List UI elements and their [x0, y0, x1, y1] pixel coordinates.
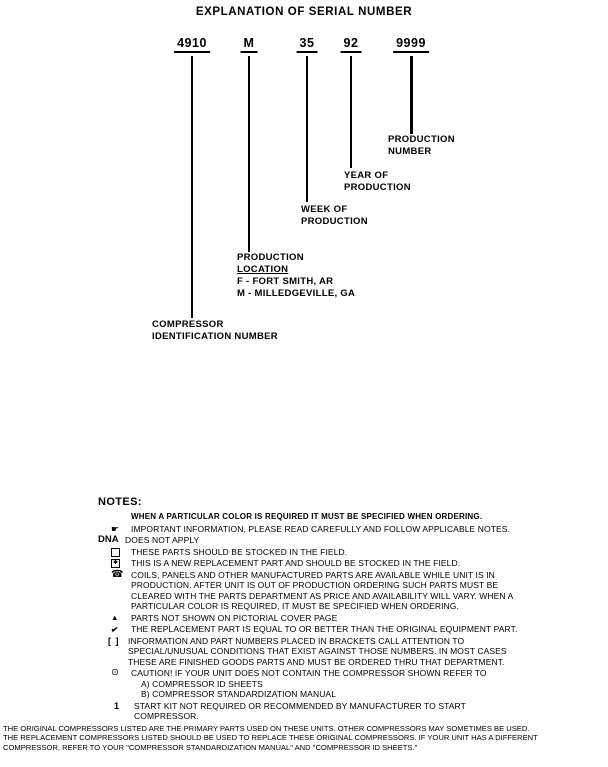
- caution-sub-item: B) COMPRESSOR STANDARDIZATION MANUAL: [141, 689, 337, 699]
- leader-line: [410, 56, 413, 134]
- note-text: COILS, PANELS AND OTHER MANUFACTURED PARTS ARE AVAILABLE WHILE UNIT IS IN PRODUCTION. AFTER UNIT IS OUT OF PRODUCTION ORDERING SUCH PARTS MUST BE CLEARED WITH THE PARTS DEPARTMENT AS PRICE AND AVAILABILITY WILL VARY. WHEN A PARTICULAR COLOR IS REQUIRED, IT MUST BE SPECIFIED WHEN ORDERING.: [131, 569, 513, 611]
- circled-dot-icon: ⊙: [111, 667, 119, 678]
- label-year-of-production: [344, 170, 411, 194]
- notes-section: [98, 496, 580, 723]
- note-text: START KIT NOT REQUIRED OR RECOMMENDED BY MANUFACTURER TO START COMPRESSOR.: [134, 700, 466, 721]
- empty-square-icon: [111, 547, 131, 558]
- label-line: PRODUCTION: [344, 182, 411, 193]
- label-line: PRODUCTION: [237, 252, 304, 263]
- footer-line: THE REPLACEMENT COMPRESSORS LISTED SHOULD BE USED TO REPLACE THESE ORIGINAL COMPRESSORS. IF YOUR UNIT HAS A DIFFERENT: [3, 733, 538, 743]
- note-start-kit: [98, 701, 580, 722]
- note-parts-not-shown: [98, 613, 580, 624]
- serial-segment-production-number: 9999: [393, 36, 429, 53]
- leader-line: [248, 56, 250, 252]
- note-text: THIS IS A NEW REPLACEMENT PART AND SHOULD BE STOCKED IN THE FIELD.: [131, 558, 461, 568]
- note-text: THESE PARTS SHOULD BE STOCKED IN THE FIELD.: [131, 546, 348, 557]
- brackets-icon: [ ]: [108, 635, 120, 646]
- footer-line: COMPRESSOR, REFER TO YOUR "COMPRESSOR STANDARDIZATION MANUAL" AND "COMPRESSOR ID SHEETS.": [3, 742, 418, 752]
- number-1-label: 1: [114, 700, 120, 711]
- notes-heading: NOTES:: [98, 496, 142, 508]
- note-text: PARTS NOT SHOWN ON PICTORIAL COVER PAGE: [131, 612, 338, 623]
- label-compressor-identification-number: [152, 319, 278, 343]
- page-title: EXPLANATION OF SERIAL NUMBER: [195, 6, 413, 18]
- label-line: LOCATION: [237, 264, 289, 275]
- note-replacement-equal-or-better: [98, 624, 580, 635]
- note-text: INFORMATION AND PART NUMBERS PLACED IN BRACKETS CALL ATTENTION TO SPECIAL/UNUSUAL CONDITIONS THAT EXIST AGAINST THOSE NUMBERS. IN MOST CASES THESE ARE FINISHED GOODS PARTS AND MUST BE ORDERED THRU THAT DEPARTMENT.: [128, 635, 507, 667]
- footer-line: THE ORIGINAL COMPRESSORS LISTED ARE THE PRIMARY PARTS USED ON THESE UNITS. OTHER COMPRESSORS MAY SOMETIMES BE USED.: [3, 724, 530, 733]
- note-caution-compressor: [98, 668, 580, 700]
- label-line: WEEK OF: [301, 204, 348, 215]
- label-line: IDENTIFICATION NUMBER: [152, 331, 278, 342]
- caution-sub-item: A) COMPRESSOR ID SHEETS: [141, 678, 263, 689]
- label-line: COMPRESSOR: [152, 319, 224, 330]
- label-production-number: [388, 134, 455, 158]
- serial-segment-location: M: [241, 36, 258, 53]
- label-line: YEAR OF: [344, 170, 389, 181]
- check-swoosh-icon: ✔: [110, 624, 119, 635]
- note-new-replacement-part: [98, 558, 580, 569]
- telephone-icon: ☎: [111, 568, 124, 580]
- note-text: THE REPLACEMENT PART IS EQUAL TO OR BETTER THAN THE ORIGINAL EQUIPMENT PART.: [131, 624, 518, 634]
- empty-square-icon: [111, 548, 120, 557]
- location-option: F - FORT SMITH, AR: [237, 276, 334, 287]
- note-color-required: [98, 512, 580, 523]
- label-line: PRODUCTION: [388, 134, 455, 145]
- location-option: M - MILLEDGEVILLE, GA: [237, 288, 356, 299]
- serial-segment-compressor-id: 4910: [174, 36, 210, 53]
- note-text: [131, 668, 523, 700]
- leader-line: [306, 56, 308, 202]
- note-important-information: [98, 524, 580, 535]
- serial-segment-week: 35: [297, 36, 318, 53]
- star-square-icon: [111, 558, 131, 569]
- note-text-line: CAUTION! IF YOUR UNIT DOES NOT CONTAIN THE COMPRESSOR SHOWN REFER TO: [131, 668, 487, 678]
- note-text: WHEN A PARTICULAR COLOR IS REQUIRED IT MUST BE SPECIFIED WHEN ORDERING.: [131, 512, 483, 521]
- leader-line: [191, 56, 193, 318]
- label-line: PRODUCTION: [301, 216, 368, 227]
- note-stocked-in-field: [98, 547, 580, 558]
- note-brackets-information: [98, 636, 580, 668]
- note-coils-panels: [98, 570, 580, 612]
- serial-segment-year: 92: [341, 36, 362, 53]
- note-text: DOES NOT APPLY: [125, 535, 200, 545]
- filled-triangle-icon: ▲: [111, 612, 119, 622]
- pointing-hand-icon: ☛: [111, 523, 120, 534]
- note-text: IMPORTANT INFORMATION, PLEASE READ CAREFULLY AND FOLLOW APPLICABLE NOTES.: [131, 523, 511, 534]
- label-week-of-production: [301, 204, 368, 228]
- star-square-icon: ✱: [112, 560, 119, 566]
- label-line: NUMBER: [388, 146, 432, 157]
- leader-line: [350, 56, 352, 168]
- dna-label: DNA: [98, 534, 119, 545]
- footer-paragraph: [3, 724, 605, 752]
- note-does-not-apply: [98, 535, 580, 546]
- label-production-location: [237, 252, 355, 300]
